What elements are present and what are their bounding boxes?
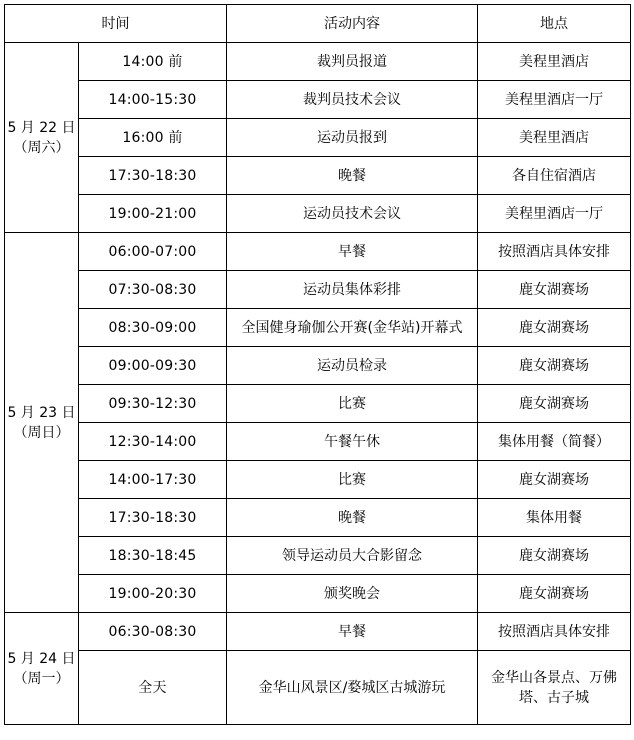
table-row	[5, 233, 631, 271]
time-cell: 07:30-08:30	[79, 271, 227, 309]
time-cell: 14:00 前	[79, 43, 227, 81]
activity-cell: 全国健身瑜伽公开赛(金华站)开幕式	[227, 309, 478, 347]
activity-cell: 比赛	[227, 461, 478, 499]
table-row	[5, 119, 631, 157]
table-row	[5, 81, 631, 119]
location-cell: 美程里酒店一厅	[478, 195, 631, 233]
date-cell	[5, 233, 79, 613]
time-cell: 全天	[79, 651, 227, 725]
activity-cell: 运动员集体彩排	[227, 271, 478, 309]
activity-cell: 运动员技术会议	[227, 195, 478, 233]
location-cell: 各自住宿酒店	[478, 157, 631, 195]
location-cell: 鹿女湖赛场	[478, 385, 631, 423]
location-line: 金华山各景点、万佛	[491, 669, 617, 686]
header-location: 地点	[478, 5, 631, 43]
table-row	[5, 461, 631, 499]
time-cell: 17:30-18:30	[79, 157, 227, 195]
weekday-label: （周日）	[13, 424, 70, 441]
activity-cell: 运动员检录	[227, 347, 478, 385]
activity-cell: 运动员报到	[227, 119, 478, 157]
location-cell: 美程里酒店一厅	[478, 81, 631, 119]
date-label: 5 月 24 日	[7, 650, 76, 667]
time-cell: 09:00-09:30	[79, 347, 227, 385]
activity-cell: 裁判员技术会议	[227, 81, 478, 119]
table-row	[5, 271, 631, 309]
location-cell: 鹿女湖赛场	[478, 575, 631, 613]
time-cell: 06:00-07:00	[79, 233, 227, 271]
table-row	[5, 43, 631, 81]
header-activity: 活动内容	[227, 5, 478, 43]
time-cell: 19:00-20:30	[79, 575, 227, 613]
table-row	[5, 499, 631, 537]
table-row	[5, 423, 631, 461]
time-cell: 12:30-14:00	[79, 423, 227, 461]
time-cell: 14:00-17:30	[79, 461, 227, 499]
location-cell: 鹿女湖赛场	[478, 461, 631, 499]
location-cell: 鹿女湖赛场	[478, 347, 631, 385]
date-label: 5 月 22 日	[7, 119, 76, 136]
location-cell	[478, 651, 631, 725]
location-cell: 集体用餐	[478, 499, 631, 537]
time-cell: 18:30-18:45	[79, 537, 227, 575]
table-row	[5, 309, 631, 347]
header-row	[5, 5, 631, 43]
header-time: 时间	[5, 5, 227, 43]
table-row	[5, 385, 631, 423]
activity-cell: 早餐	[227, 613, 478, 651]
time-cell: 16:00 前	[79, 119, 227, 157]
location-cell: 集体用餐（简餐）	[478, 423, 631, 461]
table-row	[5, 537, 631, 575]
activity-cell: 颁奖晚会	[227, 575, 478, 613]
time-cell: 17:30-18:30	[79, 499, 227, 537]
time-cell: 06:30-08:30	[79, 613, 227, 651]
activity-cell: 比赛	[227, 385, 478, 423]
activity-cell: 午餐午休	[227, 423, 478, 461]
activity-cell: 领导运动员大合影留念	[227, 537, 478, 575]
schedule-table	[4, 4, 631, 725]
table-row	[5, 157, 631, 195]
location-cell: 按照酒店具体安排	[478, 233, 631, 271]
location-cell: 美程里酒店	[478, 119, 631, 157]
table-row	[5, 195, 631, 233]
activity-cell: 晚餐	[227, 499, 478, 537]
date-cell	[5, 613, 79, 725]
date-cell	[5, 43, 79, 233]
location-cell: 按照酒店具体安排	[478, 613, 631, 651]
date-label: 5 月 23 日	[7, 404, 76, 421]
table-row	[5, 613, 631, 651]
location-cell: 鹿女湖赛场	[478, 309, 631, 347]
location-cell: 美程里酒店	[478, 43, 631, 81]
time-cell: 19:00-21:00	[79, 195, 227, 233]
location-cell: 鹿女湖赛场	[478, 271, 631, 309]
time-cell: 14:00-15:30	[79, 81, 227, 119]
activity-cell: 早餐	[227, 233, 478, 271]
table-row	[5, 651, 631, 725]
table-row	[5, 347, 631, 385]
location-line: 塔、古子城	[519, 689, 589, 706]
time-cell: 09:30-12:30	[79, 385, 227, 423]
activity-cell: 金华山风景区/婺城区古城游玩	[227, 651, 478, 725]
activity-cell: 晚餐	[227, 157, 478, 195]
time-cell: 08:30-09:00	[79, 309, 227, 347]
table-row	[5, 575, 631, 613]
location-cell: 鹿女湖赛场	[478, 537, 631, 575]
weekday-label: （周六）	[13, 139, 70, 156]
activity-cell: 裁判员报道	[227, 43, 478, 81]
weekday-label: （周一）	[13, 670, 70, 687]
